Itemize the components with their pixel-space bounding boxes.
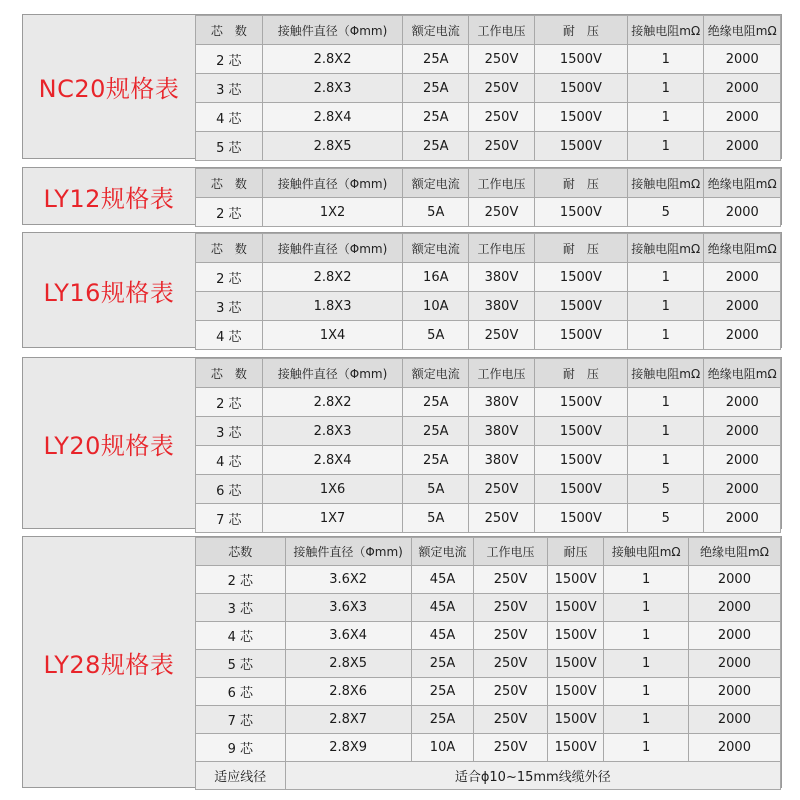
footer-label: 适应线径 xyxy=(196,762,286,790)
cell-working-voltage: 250V xyxy=(469,475,535,504)
table-row xyxy=(196,388,781,417)
cell-cores: 9 芯 xyxy=(196,734,286,762)
table-row xyxy=(196,650,781,678)
cell-cores: 2 芯 xyxy=(196,566,286,594)
table-row xyxy=(196,263,781,292)
cell-contact-resistance: 1 xyxy=(628,263,704,292)
cell-insulation-resistance: 2000 xyxy=(704,45,781,74)
cell-cores: 7 芯 xyxy=(196,504,263,533)
header-contact-resistance: 接触电阻mΩ xyxy=(628,16,704,45)
cell-contact-diameter: 2.8X3 xyxy=(262,417,403,446)
header-contact-diameter: 接触件直径（Φmm) xyxy=(262,16,403,45)
header-working-voltage: 工作电压 xyxy=(469,16,535,45)
table-header-row xyxy=(196,538,781,566)
cell-contact-resistance: 1 xyxy=(628,388,704,417)
cell-contact-diameter: 2.8X6 xyxy=(285,678,411,706)
header-rated-current: 额定电流 xyxy=(411,538,474,566)
table-row xyxy=(196,566,781,594)
table-header-row xyxy=(196,234,781,263)
cell-withstand-voltage: 1500V xyxy=(534,132,627,161)
cell-rated-current: 45A xyxy=(411,566,474,594)
cell-withstand-voltage: 1500V xyxy=(534,446,627,475)
cell-rated-current: 25A xyxy=(403,74,469,103)
cell-rated-current: 16A xyxy=(403,263,469,292)
cell-rated-current: 10A xyxy=(411,734,474,762)
cell-cores: 3 芯 xyxy=(196,74,263,103)
cell-withstand-voltage: 1500V xyxy=(534,103,627,132)
cell-working-voltage: 250V xyxy=(474,678,547,706)
cell-contact-diameter: 3.6X3 xyxy=(285,594,411,622)
cell-withstand-voltage: 1500V xyxy=(534,475,627,504)
cell-withstand-voltage: 1500V xyxy=(547,594,604,622)
cell-rated-current: 5A xyxy=(403,321,469,350)
table-header-row xyxy=(196,359,781,388)
ly28-title: LY28规格表 xyxy=(43,650,175,679)
cell-contact-resistance: 5 xyxy=(628,198,704,227)
cell-withstand-voltage: 1500V xyxy=(547,566,604,594)
cell-rated-current: 25A xyxy=(403,132,469,161)
header-contact-resistance: 接触电阻mΩ xyxy=(604,538,688,566)
header-working-voltage: 工作电压 xyxy=(469,359,535,388)
cell-contact-resistance: 1 xyxy=(628,446,704,475)
cell-contact-diameter: 3.6X4 xyxy=(285,622,411,650)
cell-withstand-voltage: 1500V xyxy=(534,45,627,74)
header-insulation-resistance: 绝缘电阻mΩ xyxy=(704,16,781,45)
cell-working-voltage: 380V xyxy=(469,263,535,292)
cell-withstand-voltage: 1500V xyxy=(534,198,627,227)
cell-working-voltage: 250V xyxy=(474,622,547,650)
footer-value: 适合ϕ10~15mm线缆外径 xyxy=(285,762,780,790)
cell-insulation-resistance: 2000 xyxy=(688,566,780,594)
table-header-row xyxy=(196,169,781,198)
cell-rated-current: 45A xyxy=(411,622,474,650)
cell-rated-current: 25A xyxy=(411,706,474,734)
cell-rated-current: 25A xyxy=(403,446,469,475)
cell-withstand-voltage: 1500V xyxy=(547,678,604,706)
ly16-spec-table xyxy=(195,233,781,350)
nc20-title: NC20规格表 xyxy=(38,75,180,103)
ly20-title: LY20规格表 xyxy=(43,431,175,460)
cell-cores: 6 芯 xyxy=(196,475,263,504)
table-row xyxy=(196,504,781,533)
cell-cores: 5 芯 xyxy=(196,650,286,678)
cell-contact-resistance: 1 xyxy=(628,321,704,350)
header-contact-resistance: 接触电阻mΩ xyxy=(628,234,704,263)
cell-working-voltage: 250V xyxy=(469,132,535,161)
ly20-spec-table xyxy=(195,358,781,533)
ly16-title: LY16规格表 xyxy=(43,278,175,307)
cell-withstand-voltage: 1500V xyxy=(534,74,627,103)
cell-contact-diameter: 2.8X5 xyxy=(285,650,411,678)
cell-withstand-voltage: 1500V xyxy=(534,321,627,350)
table-row xyxy=(196,417,781,446)
cell-insulation-resistance: 2000 xyxy=(688,734,780,762)
cell-insulation-resistance: 2000 xyxy=(704,292,781,321)
table-row xyxy=(196,198,781,227)
cell-withstand-voltage: 1500V xyxy=(534,292,627,321)
cell-working-voltage: 250V xyxy=(474,706,547,734)
header-withstand-voltage: 耐 压 xyxy=(534,234,627,263)
cell-insulation-resistance: 2000 xyxy=(704,74,781,103)
cell-rated-current: 5A xyxy=(403,198,469,227)
table-row xyxy=(196,734,781,762)
cell-insulation-resistance: 2000 xyxy=(704,103,781,132)
header-contact-resistance: 接触电阻mΩ xyxy=(628,359,704,388)
header-working-voltage: 工作电压 xyxy=(474,538,547,566)
header-rated-current: 额定电流 xyxy=(403,16,469,45)
cell-contact-diameter: 1X7 xyxy=(262,504,403,533)
cell-contact-resistance: 1 xyxy=(604,706,688,734)
table-row xyxy=(196,678,781,706)
cell-withstand-voltage: 1500V xyxy=(534,263,627,292)
header-rated-current: 额定电流 xyxy=(403,234,469,263)
table-row xyxy=(196,594,781,622)
cell-insulation-resistance: 2000 xyxy=(704,263,781,292)
cell-withstand-voltage: 1500V xyxy=(534,417,627,446)
cell-working-voltage: 250V xyxy=(469,103,535,132)
nc20-spec-table xyxy=(195,15,781,161)
cell-contact-resistance: 1 xyxy=(628,74,704,103)
cell-working-voltage: 250V xyxy=(474,650,547,678)
cell-working-voltage: 250V xyxy=(474,594,547,622)
header-cores: 芯 数 xyxy=(196,234,263,263)
header-cores: 芯数 xyxy=(196,538,286,566)
cell-insulation-resistance: 2000 xyxy=(688,678,780,706)
cell-working-voltage: 250V xyxy=(474,734,547,762)
header-insulation-resistance: 绝缘电阻mΩ xyxy=(704,359,781,388)
ly12-spec-table xyxy=(195,168,781,227)
cell-insulation-resistance: 2000 xyxy=(704,446,781,475)
cell-working-voltage: 380V xyxy=(469,388,535,417)
table-row xyxy=(196,321,781,350)
cell-contact-diameter: 1.8X3 xyxy=(262,292,403,321)
cell-rated-current: 25A xyxy=(411,650,474,678)
table-row xyxy=(196,74,781,103)
cell-withstand-voltage: 1500V xyxy=(547,650,604,678)
table-row xyxy=(196,446,781,475)
header-contact-diameter: 接触件直径（Φmm) xyxy=(262,234,403,263)
cell-contact-resistance: 1 xyxy=(628,292,704,321)
cell-contact-resistance: 1 xyxy=(604,678,688,706)
cell-cores: 4 芯 xyxy=(196,103,263,132)
table-row xyxy=(196,103,781,132)
header-insulation-resistance: 绝缘电阻mΩ xyxy=(704,234,781,263)
cell-insulation-resistance: 2000 xyxy=(704,132,781,161)
cell-rated-current: 45A xyxy=(411,594,474,622)
cell-insulation-resistance: 2000 xyxy=(704,388,781,417)
table-row xyxy=(196,706,781,734)
cell-contact-diameter: 2.8X7 xyxy=(285,706,411,734)
cell-insulation-resistance: 2000 xyxy=(688,594,780,622)
cell-working-voltage: 250V xyxy=(469,504,535,533)
cell-cores: 6 芯 xyxy=(196,678,286,706)
cell-insulation-resistance: 2000 xyxy=(688,706,780,734)
cell-withstand-voltage: 1500V xyxy=(534,504,627,533)
cell-insulation-resistance: 2000 xyxy=(704,198,781,227)
cell-working-voltage: 250V xyxy=(469,74,535,103)
cell-contact-diameter: 1X2 xyxy=(262,198,403,227)
cell-contact-resistance: 1 xyxy=(628,417,704,446)
cell-contact-resistance: 1 xyxy=(604,594,688,622)
cell-contact-diameter: 1X6 xyxy=(262,475,403,504)
header-working-voltage: 工作电压 xyxy=(469,234,535,263)
cell-working-voltage: 250V xyxy=(469,198,535,227)
header-insulation-resistance: 绝缘电阻mΩ xyxy=(704,169,781,198)
cell-contact-resistance: 1 xyxy=(604,566,688,594)
cell-working-voltage: 380V xyxy=(469,292,535,321)
cell-rated-current: 5A xyxy=(403,475,469,504)
cell-contact-resistance: 1 xyxy=(628,103,704,132)
cell-working-voltage: 380V xyxy=(469,417,535,446)
table-row xyxy=(196,292,781,321)
cell-contact-diameter: 2.8X4 xyxy=(262,103,403,132)
cell-rated-current: 25A xyxy=(403,417,469,446)
ly28-spec-table xyxy=(195,537,781,790)
cell-withstand-voltage: 1500V xyxy=(547,734,604,762)
header-withstand-voltage: 耐 压 xyxy=(534,169,627,198)
cell-contact-diameter: 2.8X4 xyxy=(262,446,403,475)
cell-withstand-voltage: 1500V xyxy=(547,706,604,734)
cell-cores: 3 芯 xyxy=(196,594,286,622)
cell-contact-diameter: 2.8X5 xyxy=(262,132,403,161)
cell-withstand-voltage: 1500V xyxy=(534,388,627,417)
cell-rated-current: 5A xyxy=(403,504,469,533)
cell-contact-resistance: 1 xyxy=(628,132,704,161)
cell-insulation-resistance: 2000 xyxy=(704,417,781,446)
cell-cores: 5 芯 xyxy=(196,132,263,161)
cell-insulation-resistance: 2000 xyxy=(704,321,781,350)
cell-cores: 3 芯 xyxy=(196,417,263,446)
header-contact-resistance: 接触电阻mΩ xyxy=(628,169,704,198)
header-cores: 芯 数 xyxy=(196,169,263,198)
cell-contact-resistance: 5 xyxy=(628,475,704,504)
cell-contact-resistance: 1 xyxy=(628,45,704,74)
cell-insulation-resistance: 2000 xyxy=(704,504,781,533)
cell-contact-diameter: 2.8X2 xyxy=(262,388,403,417)
cell-insulation-resistance: 2000 xyxy=(704,475,781,504)
cell-cores: 7 芯 xyxy=(196,706,286,734)
table-row xyxy=(196,475,781,504)
cell-cores: 4 芯 xyxy=(196,622,286,650)
cell-contact-resistance: 1 xyxy=(604,650,688,678)
ly20-spec-block xyxy=(22,357,782,529)
ly28-spec-block xyxy=(22,536,782,788)
cell-cores: 2 芯 xyxy=(196,388,263,417)
table-header-row xyxy=(196,16,781,45)
cell-cores: 4 芯 xyxy=(196,321,263,350)
cell-cores: 2 芯 xyxy=(196,263,263,292)
cell-contact-diameter: 2.8X3 xyxy=(262,74,403,103)
cell-contact-diameter: 2.8X2 xyxy=(262,45,403,74)
cell-contact-resistance: 1 xyxy=(604,734,688,762)
header-withstand-voltage: 耐 压 xyxy=(534,359,627,388)
ly12-title: LY12规格表 xyxy=(43,184,175,213)
table-row xyxy=(196,132,781,161)
cell-contact-diameter: 2.8X2 xyxy=(262,263,403,292)
ly12-spec-block xyxy=(22,167,782,225)
cell-rated-current: 10A xyxy=(403,292,469,321)
cell-rated-current: 25A xyxy=(403,45,469,74)
table-row xyxy=(196,45,781,74)
cell-contact-diameter: 2.8X9 xyxy=(285,734,411,762)
cell-cores: 3 芯 xyxy=(196,292,263,321)
header-withstand-voltage: 耐压 xyxy=(547,538,604,566)
header-contact-diameter: 接触件直径（Φmm) xyxy=(262,359,403,388)
header-working-voltage: 工作电压 xyxy=(469,169,535,198)
cell-cores: 4 芯 xyxy=(196,446,263,475)
cell-contact-diameter: 3.6X2 xyxy=(285,566,411,594)
header-cores: 芯 数 xyxy=(196,359,263,388)
cell-rated-current: 25A xyxy=(403,103,469,132)
nc20-spec-block xyxy=(22,14,782,159)
cell-cores: 2 芯 xyxy=(196,45,263,74)
cell-working-voltage: 250V xyxy=(469,321,535,350)
header-cores: 芯 数 xyxy=(196,16,263,45)
header-rated-current: 额定电流 xyxy=(403,359,469,388)
cell-rated-current: 25A xyxy=(411,678,474,706)
cell-contact-resistance: 1 xyxy=(604,622,688,650)
ly16-spec-block xyxy=(22,232,782,348)
header-withstand-voltage: 耐 压 xyxy=(534,16,627,45)
header-contact-diameter: 接触件直径（Φmm) xyxy=(262,169,403,198)
cell-withstand-voltage: 1500V xyxy=(547,622,604,650)
cell-working-voltage: 380V xyxy=(469,446,535,475)
cell-working-voltage: 250V xyxy=(474,566,547,594)
table-row xyxy=(196,622,781,650)
cell-contact-diameter: 1X4 xyxy=(262,321,403,350)
cell-working-voltage: 250V xyxy=(469,45,535,74)
cell-insulation-resistance: 2000 xyxy=(688,622,780,650)
cell-insulation-resistance: 2000 xyxy=(688,650,780,678)
cell-rated-current: 25A xyxy=(403,388,469,417)
header-rated-current: 额定电流 xyxy=(403,169,469,198)
header-contact-diameter: 接触件直径（Φmm) xyxy=(285,538,411,566)
cell-cores: 2 芯 xyxy=(196,198,263,227)
table-footer-row xyxy=(196,762,781,790)
cell-contact-resistance: 5 xyxy=(628,504,704,533)
header-insulation-resistance: 绝缘电阻mΩ xyxy=(688,538,780,566)
